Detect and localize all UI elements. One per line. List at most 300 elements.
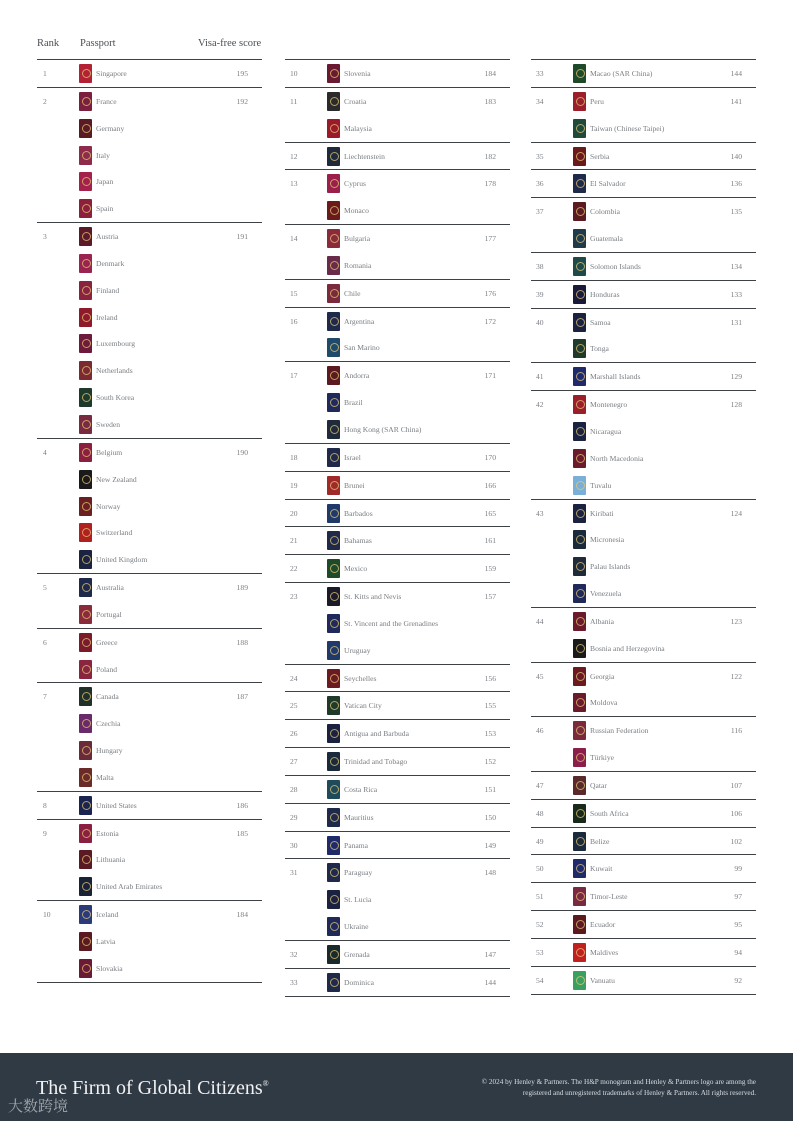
passport-cover-icon: [573, 174, 586, 193]
passport-cover-icon: [327, 476, 340, 495]
country-name: St. Vincent and the Grenadines: [344, 618, 439, 628]
passport-cover-icon: [79, 119, 92, 138]
table-row: [37, 546, 262, 573]
visa-free-score: 94: [734, 948, 742, 957]
passport-cover-icon: [573, 229, 586, 248]
rank-number: 23: [290, 592, 298, 602]
table-row: [285, 389, 510, 416]
passport-cover-icon: [327, 92, 340, 111]
rank-number: 3: [43, 232, 47, 242]
country-name: Honduras: [590, 289, 620, 299]
country-name: Serbia: [590, 151, 610, 161]
passport-cover-icon: [573, 476, 586, 495]
country-name: Malaysia: [344, 123, 372, 133]
passport-cover-icon: [573, 257, 586, 276]
table-row: [285, 720, 510, 747]
rank-number: 17: [290, 371, 298, 381]
table-row: [37, 493, 262, 520]
country-name: Moldova: [590, 698, 618, 708]
table-row: [37, 384, 262, 411]
country-name: Belize: [590, 836, 610, 846]
passport-cover-icon: [573, 832, 586, 851]
passport-cover-icon: [327, 531, 340, 550]
table-row: [37, 574, 262, 601]
country-name: Macao (SAR China): [590, 69, 653, 78]
country-name: Austria: [96, 232, 119, 242]
country-name: El Salvador: [590, 179, 626, 189]
visa-free-score: 184: [236, 910, 248, 920]
country-name: Timor-Leste: [590, 892, 628, 902]
country-name: St. Lucia: [344, 895, 372, 905]
rank-number: 1: [43, 69, 47, 78]
country-name: Norway: [96, 501, 121, 511]
table-row: [285, 444, 510, 471]
passport-cover-icon: [327, 890, 340, 909]
country-name: Andorra: [344, 371, 370, 381]
passport-cover-icon: [573, 285, 586, 304]
table-row: [37, 223, 262, 250]
rank-number: 14: [290, 234, 298, 244]
header-rank: Rank: [37, 38, 60, 49]
country-name: Greece: [96, 637, 118, 647]
table-row: [37, 115, 262, 142]
passport-cover-icon: [79, 633, 92, 652]
visa-free-score: 123: [730, 616, 742, 626]
passport-cover-icon: [79, 523, 92, 542]
rank-group: [531, 362, 756, 390]
rank-group: [531, 910, 756, 938]
passport-cover-icon: [327, 229, 340, 248]
table-row: [531, 608, 756, 635]
passport-cover-icon: [573, 313, 586, 332]
table-row: [531, 663, 756, 690]
table-row: [285, 500, 510, 527]
table-row: [285, 115, 510, 142]
visa-free-score: 172: [484, 316, 496, 326]
rank-number: 40: [536, 317, 544, 327]
visa-free-score: 116: [730, 726, 742, 736]
rank-number: 54: [536, 975, 544, 985]
rank-group: [285, 307, 510, 362]
table-row: [285, 941, 510, 968]
rank-group: [285, 554, 510, 582]
registered-mark: ®: [262, 1079, 269, 1088]
visa-free-score: 150: [484, 812, 496, 822]
visa-free-score: 190: [236, 447, 248, 457]
rank-group: [531, 716, 756, 771]
visa-free-score: 92: [734, 975, 742, 985]
visa-free-score: 177: [484, 234, 496, 244]
visa-free-score: 166: [484, 480, 496, 490]
visa-free-score: 185: [236, 828, 248, 838]
table-row: [531, 689, 756, 716]
visa-free-score: 183: [484, 96, 496, 106]
rank-number: 49: [536, 836, 544, 846]
table-row: [531, 363, 756, 390]
table-row: [37, 142, 262, 169]
rank-group: [531, 87, 756, 142]
rank-number: 39: [536, 289, 544, 299]
rank-number: 42: [536, 400, 544, 410]
country-name: Tonga: [590, 344, 609, 354]
passport-cover-icon: [327, 780, 340, 799]
rank-group: [37, 87, 262, 222]
visa-free-score: 148: [484, 868, 496, 878]
passport-cover-icon: [79, 227, 92, 246]
country-name: Malta: [96, 772, 114, 782]
country-name: Peru: [590, 96, 604, 106]
passport-cover-icon: [327, 696, 340, 715]
country-name: Panama: [344, 840, 369, 850]
passport-cover-icon: [573, 748, 586, 767]
copyright-line-1: © 2024 by Henley & Partners. The H&P monogram and Henley & Partners logo are among the: [481, 1078, 756, 1086]
passport-cover-icon: [79, 361, 92, 380]
rank-number: 34: [536, 96, 544, 106]
table-row: [285, 748, 510, 775]
passport-cover-icon: [573, 92, 586, 111]
table-row: [37, 357, 262, 384]
passport-cover-icon: [327, 201, 340, 220]
rank-group: [37, 628, 262, 683]
country-name: Türkiye: [590, 753, 615, 763]
country-name: Belgium: [96, 447, 123, 457]
rank-group: [531, 662, 756, 717]
visa-free-score: 151: [484, 784, 496, 794]
table-row: [37, 411, 262, 438]
table-row: [285, 308, 510, 335]
rank-group: [37, 682, 262, 790]
country-name: Argentina: [344, 316, 375, 326]
passport-cover-icon: [327, 945, 340, 964]
rank-number: 16: [290, 316, 298, 326]
rank-number: 35: [536, 151, 544, 161]
table-row: [285, 252, 510, 279]
visa-free-score: 147: [484, 950, 496, 959]
passport-cover-icon: [327, 338, 340, 357]
country-name: Japan: [96, 177, 114, 187]
table-row: [531, 143, 756, 170]
table-row: [285, 555, 510, 582]
rank-group: [285, 691, 510, 719]
rank-number: 5: [43, 583, 47, 593]
table-row: [531, 445, 756, 472]
rank-group: [285, 142, 510, 170]
table-row: [37, 873, 262, 900]
passport-cover-icon: [573, 64, 586, 83]
rank-group: [531, 771, 756, 799]
table-row: [285, 665, 510, 692]
rank-group: [285, 940, 510, 968]
tagline-text: The Firm of Global Citizens: [36, 1077, 263, 1099]
country-name: Brunei: [344, 480, 365, 490]
rank-group: [531, 197, 756, 252]
visa-free-score: 122: [730, 671, 742, 681]
table-row: [531, 553, 756, 580]
country-name: Ireland: [96, 312, 118, 322]
rank-number: 24: [290, 673, 298, 683]
passport-cover-icon: [573, 693, 586, 712]
passport-cover-icon: [327, 147, 340, 166]
country-name: Tuvalu: [590, 480, 612, 490]
rank-number: 33: [536, 69, 544, 78]
table-row: [37, 250, 262, 277]
table-row: [37, 710, 262, 737]
rank-group: [285, 499, 510, 527]
table-row: [285, 88, 510, 115]
country-name: Portugal: [96, 609, 122, 619]
visa-free-score: 156: [484, 673, 496, 683]
country-name: Micronesia: [590, 535, 625, 545]
passport-cover-icon: [573, 776, 586, 795]
visa-free-score: 192: [236, 96, 248, 106]
rank-number: 52: [536, 920, 544, 930]
rank-number: 29: [290, 812, 298, 822]
passport-cover-icon: [79, 388, 92, 407]
passport-cover-icon: [79, 308, 92, 327]
visa-free-score: 129: [730, 372, 742, 382]
country-name: Guatemala: [590, 234, 623, 244]
passport-cover-icon: [573, 339, 586, 358]
passport-cover-icon: [79, 199, 92, 218]
visa-free-score: 191: [236, 232, 248, 242]
country-name: Spain: [96, 204, 114, 214]
table-row: [37, 846, 262, 873]
visa-free-score: 149: [484, 840, 496, 850]
rank-group: [531, 827, 756, 855]
country-name: Czechia: [96, 719, 121, 729]
country-name: Monaco: [344, 206, 369, 216]
visa-free-score: 153: [484, 729, 496, 739]
country-name: Latvia: [96, 937, 116, 946]
rank-number: 28: [290, 784, 298, 794]
rank-number: 32: [290, 950, 298, 959]
rank-number: 45: [536, 671, 544, 681]
visa-free-score: 152: [484, 757, 496, 767]
passport-cover-icon: [327, 284, 340, 303]
passport-cover-icon: [327, 174, 340, 193]
table-row: [531, 225, 756, 252]
country-name: Kiribati: [590, 508, 614, 518]
table-row: [531, 800, 756, 827]
country-name: Brazil: [344, 398, 363, 408]
visa-free-score: 102: [730, 836, 742, 846]
visa-free-score: 171: [484, 371, 496, 381]
passport-cover-icon: [79, 741, 92, 760]
rank-group: [285, 279, 510, 307]
table-row: [531, 580, 756, 607]
passport-cover-icon: [327, 752, 340, 771]
table-row: [531, 744, 756, 771]
rank-group: [285, 169, 510, 224]
rank-group: [531, 499, 756, 607]
passport-cover-icon: [79, 254, 92, 273]
table-row: [285, 969, 510, 996]
table-row: [531, 500, 756, 527]
country-name: Denmark: [96, 258, 125, 268]
passport-cover-icon: [79, 932, 92, 951]
table-row: [531, 253, 756, 280]
country-name: Kuwait: [590, 864, 613, 874]
country-name: Hong Kong (SAR China): [344, 424, 422, 434]
rank-number: 27: [290, 757, 298, 767]
rank-number: 10: [43, 910, 51, 920]
visa-free-score: 187: [236, 692, 248, 702]
country-name: Canada: [96, 692, 119, 702]
rank-group: [531, 142, 756, 170]
rank-group: [531, 882, 756, 910]
table-row: [37, 195, 262, 222]
table-row: [37, 519, 262, 546]
rank-group: [531, 252, 756, 280]
passport-cover-icon: [573, 612, 586, 631]
country-name: Italy: [96, 150, 110, 160]
country-name: Seychelles: [344, 673, 377, 683]
ranking-column-3: [531, 59, 756, 995]
rank-number: 21: [290, 536, 298, 546]
country-name: Iceland: [96, 910, 119, 920]
table-row: [285, 637, 510, 664]
passport-cover-icon: [79, 959, 92, 978]
table-row: [531, 967, 756, 994]
country-name: Slovenia: [344, 69, 371, 78]
table-row: [285, 472, 510, 499]
table-row: [531, 526, 756, 553]
rank-group: [37, 900, 262, 983]
passport-cover-icon: [573, 584, 586, 603]
country-name: South Korea: [96, 393, 135, 403]
rank-number: 31: [290, 868, 298, 878]
ranking-column-1: [37, 59, 262, 983]
country-name: France: [96, 96, 117, 106]
rank-number: 25: [290, 701, 298, 711]
passport-cover-icon: [79, 850, 92, 869]
table-row: [285, 832, 510, 859]
rank-group: [37, 438, 262, 573]
table-row: [285, 334, 510, 361]
rank-number: 19: [290, 480, 298, 490]
rank-number: 15: [290, 288, 298, 298]
ranking-column-2: [285, 59, 510, 997]
country-name: Cyprus: [344, 179, 366, 189]
visa-free-score: 170: [484, 452, 496, 462]
passport-cover-icon: [573, 395, 586, 414]
country-name: Vanuatu: [590, 975, 615, 985]
rank-group: [285, 582, 510, 664]
passport-cover-icon: [79, 768, 92, 787]
country-name: North Macedonia: [590, 453, 644, 463]
visa-free-score: 144: [730, 69, 742, 78]
rank-number: 7: [43, 692, 47, 702]
rank-group: [285, 831, 510, 859]
rank-number: 46: [536, 726, 544, 736]
country-name: Netherlands: [96, 366, 133, 376]
table-row: [37, 737, 262, 764]
country-name: Antigua and Barbuda: [344, 729, 409, 739]
passport-cover-icon: [79, 334, 92, 353]
passport-cover-icon: [79, 146, 92, 165]
table-row: [37, 629, 262, 656]
rank-group: [285, 59, 510, 87]
country-name: Sweden: [96, 419, 121, 429]
passport-cover-icon: [79, 796, 92, 815]
country-name: Qatar: [590, 780, 607, 790]
country-name: Finland: [96, 285, 120, 295]
rank-number: 48: [536, 808, 544, 818]
visa-free-score: 97: [734, 892, 742, 902]
visa-free-score: 165: [484, 508, 496, 518]
header-visa-free-score: Visa-free score: [198, 38, 262, 49]
rank-group: [531, 854, 756, 882]
rank-group: [285, 803, 510, 831]
passport-cover-icon: [327, 669, 340, 688]
rank-group: [285, 664, 510, 692]
country-name: Grenada: [344, 950, 370, 959]
country-name: Taiwan (Chinese Taipei): [590, 123, 665, 133]
rank-number: 33: [290, 977, 298, 987]
country-name: Barbados: [344, 508, 373, 518]
table-row: [531, 281, 756, 308]
table-row: [285, 197, 510, 224]
rank-number: 41: [536, 372, 544, 382]
passport-cover-icon: [573, 859, 586, 878]
passport-cover-icon: [327, 420, 340, 439]
country-name: Romania: [344, 260, 372, 270]
visa-free-score: 155: [484, 701, 496, 711]
rank-group: [531, 169, 756, 197]
country-name: New Zealand: [96, 474, 137, 484]
country-name: Australia: [96, 583, 124, 593]
country-name: Bulgaria: [344, 234, 371, 244]
rank-number: 8: [43, 800, 47, 810]
rank-number: 30: [290, 840, 298, 850]
table-row: [37, 820, 262, 847]
table-row: [285, 610, 510, 637]
country-name: Ecuador: [590, 920, 616, 930]
country-name: Germany: [96, 123, 125, 133]
table-row: [37, 439, 262, 466]
country-name: Slovakia: [96, 963, 123, 973]
table-row: [285, 913, 510, 940]
passport-cover-icon: [573, 147, 586, 166]
table-row: [37, 330, 262, 357]
passport-cover-icon: [327, 587, 340, 606]
country-name: Russian Federation: [590, 726, 649, 736]
rank-group: [531, 799, 756, 827]
rank-group: [37, 222, 262, 438]
rank-group: [285, 361, 510, 443]
passport-cover-icon: [327, 973, 340, 992]
table-row: [531, 418, 756, 445]
passport-cover-icon: [327, 256, 340, 275]
country-name: United States: [96, 800, 137, 810]
passport-cover-icon: [79, 64, 92, 83]
country-name: Poland: [96, 664, 118, 674]
rank-group: [531, 390, 756, 498]
passport-cover-icon: [573, 887, 586, 906]
country-name: Hungary: [96, 746, 123, 756]
rank-group: [285, 968, 510, 997]
passport-cover-icon: [79, 550, 92, 569]
table-row: [37, 88, 262, 115]
passport-cover-icon: [327, 917, 340, 936]
visa-free-score: 95: [734, 920, 742, 930]
table-row: [531, 939, 756, 966]
country-name: Montenegro: [590, 400, 628, 410]
passport-cover-icon: [79, 470, 92, 489]
visa-free-score: 131: [730, 317, 742, 327]
footer-copyright: [416, 1077, 756, 1099]
visa-free-score: 133: [730, 289, 742, 299]
